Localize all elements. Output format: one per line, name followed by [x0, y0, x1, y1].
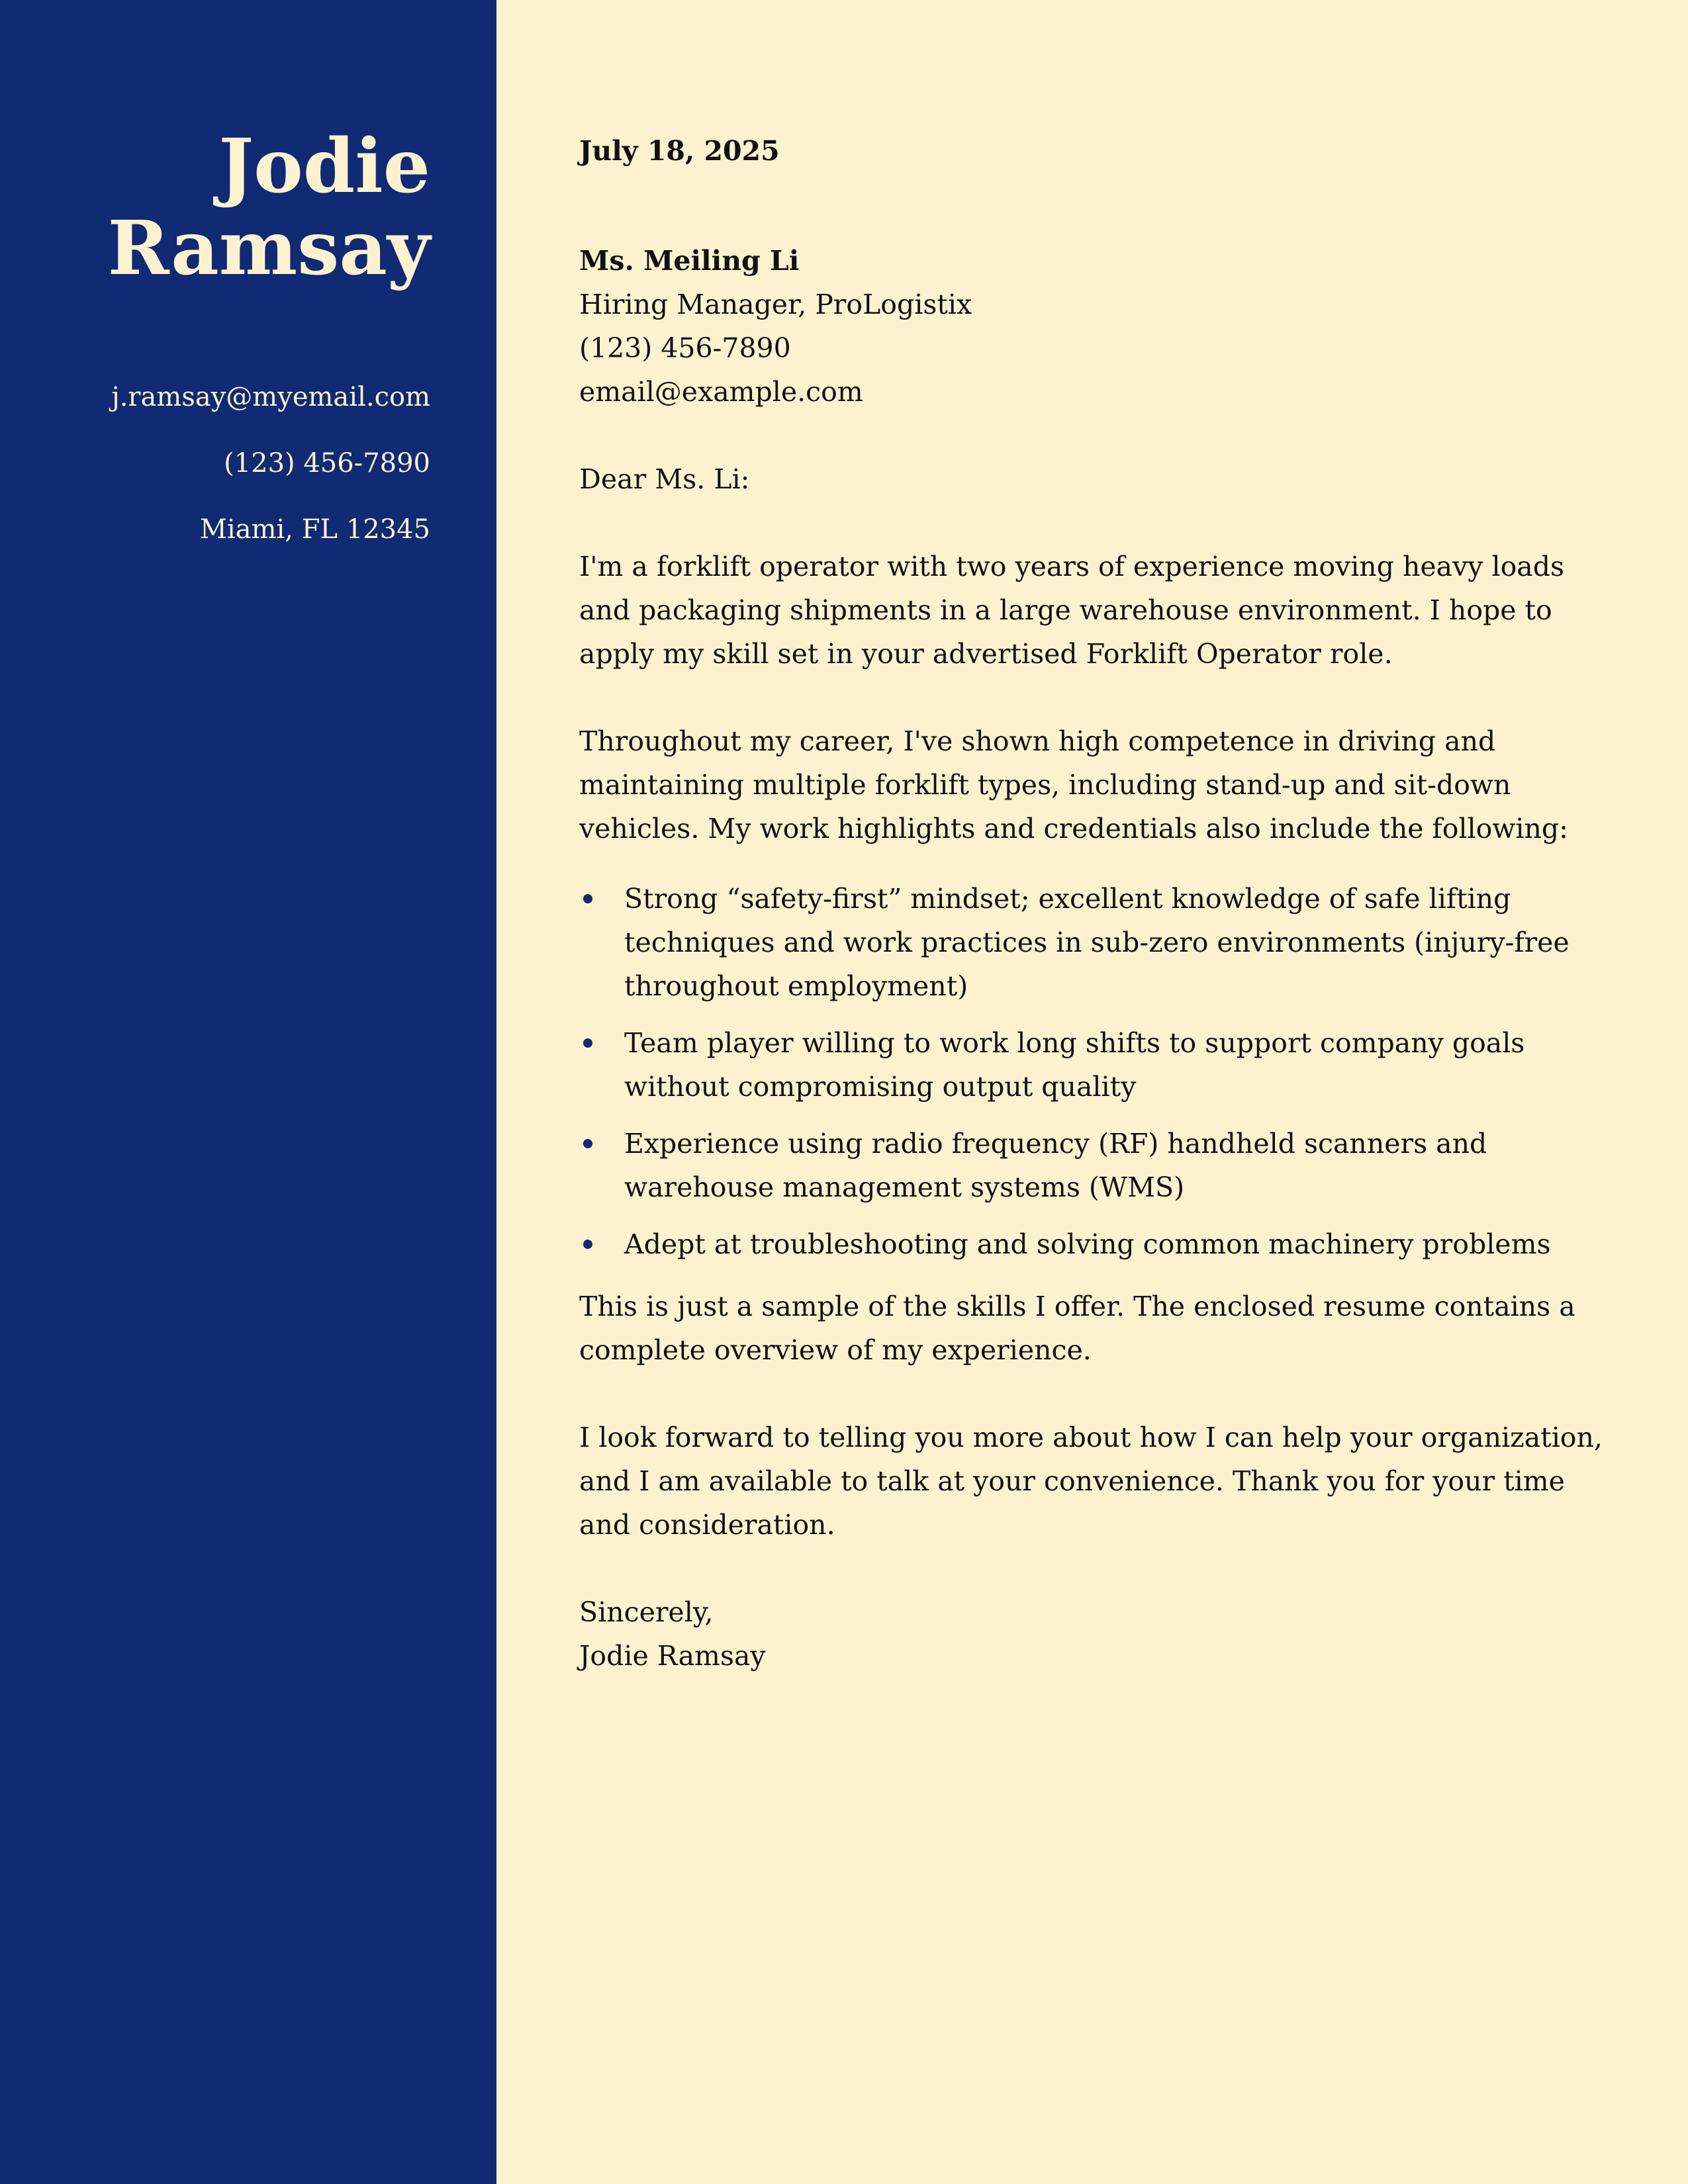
list-item-text: Adept at troubleshooting and solving common machinery problems — [624, 1228, 1551, 1260]
sidebar — [0, 0, 496, 2184]
paragraph-highlights: Throughout my career, I've shown high competence in driving and maintaining multiple forklift types, including stand-up and sit-down vehicles. My work highlights and credentials also include the following: — [579, 725, 1568, 844]
list-item-text: Experience using radio frequency (RF) handheld scanners and warehouse management systems (WMS) — [624, 1128, 1487, 1203]
sender-email: j.ramsay@myemail.com — [111, 382, 430, 412]
list-item — [579, 1021, 1612, 1109]
highlights-list — [579, 877, 1612, 1266]
salutation: Dear Ms. Li: — [579, 463, 750, 495]
recipient-block — [579, 239, 1612, 414]
sender-location: Miami, FL 12345 — [199, 514, 430, 545]
recipient-phone: (123) 456-7890 — [579, 332, 791, 364]
list-item-text: Strong “safety-first” mindset; excellent knowledge of safe lifting techniques and work practices in sub-zero environments (injury-free throughout employment) — [624, 883, 1570, 1002]
list-item — [579, 1122, 1612, 1209]
sender-last-name: Ramsay — [107, 205, 430, 292]
paragraph-sample: This is just a sample of the skills I offer. The enclosed resume contains a complete overview of my experience. — [579, 1291, 1575, 1366]
closing-phrase: Sincerely, — [579, 1596, 714, 1628]
paragraph-intro: I'm a forklift operator with two years of experience moving heavy loads and packaging shipments in a large warehouse environment. I hope to apply my skill set in your advertised Forklift Operator role. — [579, 551, 1564, 670]
bullet-icon — [583, 894, 592, 903]
sign-off — [579, 1590, 1612, 1678]
signature-name: Jodie Ramsay — [579, 1640, 766, 1672]
letter-date: July 18, 2025 — [579, 135, 780, 167]
recipient-title: Hiring Manager, ProLogistix — [579, 289, 972, 320]
recipient-email: email@example.com — [579, 376, 863, 408]
bullet-icon — [583, 1139, 592, 1148]
sender-name — [107, 123, 430, 292]
bullet-icon — [583, 1038, 592, 1048]
paragraph-closing: I look forward to telling you more about how I can help your organization, and I am available to talk at your convenience. Thank you for your time and consideration. — [579, 1422, 1603, 1541]
list-item — [579, 1222, 1612, 1266]
sender-phone: (123) 456-7890 — [224, 448, 430, 478]
list-item-text: Team player willing to work long shifts to support company goals without compromising output quality — [624, 1027, 1525, 1103]
letter-body — [579, 129, 1612, 1678]
recipient-name: Ms. Meiling Li — [579, 245, 800, 277]
sender-contact — [111, 364, 430, 563]
bullet-icon — [583, 1240, 592, 1249]
sender-first-name: Jodie — [218, 123, 430, 210]
list-item — [579, 877, 1612, 1008]
